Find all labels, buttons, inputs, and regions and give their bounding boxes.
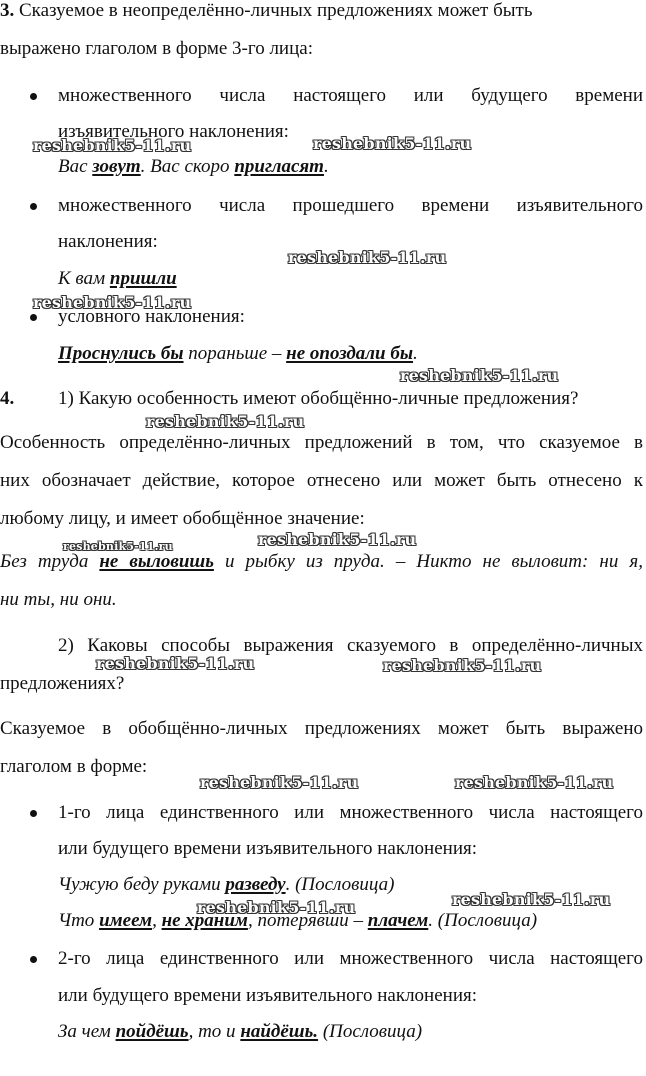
example-text: пораньше –	[183, 343, 287, 364]
example-text: (Пословица)	[318, 1021, 423, 1042]
q3-intro-text: Сказуемое в неопределённо-личных предложениях может быть	[19, 0, 533, 21]
q4-answer2-line-2: глаголом в форме:	[0, 756, 148, 777]
q4-answer2-line-1: Сказуемое в обобщённо-личных предложениях может быть выражено	[0, 718, 643, 739]
watermark: reshebnik5-11.ru	[96, 654, 255, 673]
example-text: .	[413, 343, 418, 364]
watermark: reshebnik5-11.ru	[400, 366, 559, 385]
watermark: reshebnik5-11.ru	[200, 773, 359, 792]
q3-bullet1-line-2: изъявительного наклонения:	[58, 121, 289, 142]
example-text: .	[323, 156, 329, 177]
example-text: , потерявши –	[247, 910, 368, 931]
q4-bullet2-line-1: 2-го лица единственного или множественного числа настоящего	[58, 948, 643, 969]
predicate: разведу	[225, 874, 286, 895]
q4-question-2-line-2: предложениях?	[0, 673, 125, 694]
predicate: найдёшь.	[240, 1021, 319, 1042]
q3-number: 3.	[0, 0, 15, 21]
predicate: не храним	[161, 910, 248, 931]
q4-bullet2-line-2: или будущего времени изъявительного наклонения:	[58, 985, 478, 1006]
predicate: не выловишь	[99, 551, 214, 572]
predicate: пойдёшь	[115, 1021, 189, 1042]
watermark: reshebnik5-11.ru	[146, 412, 305, 431]
bullet-icon	[30, 203, 37, 210]
q3-bullet3-example	[58, 343, 418, 365]
example-text: . (Пословица)	[285, 874, 395, 895]
example-text: Вас	[58, 156, 93, 177]
example-text: Без труда	[0, 551, 100, 572]
watermark: reshebnik5-11.ru	[288, 248, 447, 267]
example-text: Что	[58, 910, 100, 931]
q3-intro-line-1	[0, 0, 640, 22]
watermark: reshebnik5-11.ru	[383, 656, 542, 675]
q4-example1-line-1	[0, 551, 643, 573]
q4-answer1-line-3: любому лицу, и имеет обобщённое значение:	[0, 508, 365, 529]
bullet-icon	[30, 810, 37, 817]
bullet-icon	[30, 314, 37, 321]
watermark: reshebnik5-11.ru	[455, 773, 614, 792]
q4-question-1: 1) Какую особенность имеют обобщённо-личные предложения?	[58, 388, 579, 409]
watermark: reshebnik5-11.ru	[63, 540, 173, 553]
q4-question-2-line-1: 2) Каковы способы выражения сказуемого в определённо-личных	[58, 635, 643, 656]
example-text: За чем	[58, 1021, 116, 1042]
predicate: пригласят	[234, 156, 324, 177]
watermark: reshebnik5-11.ru	[33, 136, 192, 155]
predicate: плачем	[367, 910, 429, 931]
q4-example1-line-2: ни ты, ни они.	[0, 589, 117, 610]
bullet-icon	[30, 956, 37, 963]
predicate: пришли	[109, 268, 177, 289]
watermark: reshebnik5-11.ru	[452, 890, 611, 909]
bullet-icon	[30, 93, 37, 100]
example-text: и рыбку из пруда. – Никто не выловит: ни я,	[213, 551, 643, 572]
q4-answer1-line-1: Особенность определённо-личных предложений в том, что сказуемое в	[0, 432, 643, 453]
example-text: . Вас скоро	[140, 156, 235, 177]
q3-bullet2-line-2: наклонения:	[58, 231, 158, 252]
predicate: зовут	[92, 156, 141, 177]
example-text: . (Пословица)	[428, 910, 538, 931]
example-text: Чужую беду руками	[58, 874, 226, 895]
q3-bullet3-line-1: условного наклонения:	[58, 306, 245, 327]
watermark: reshebnik5-11.ru	[33, 293, 192, 312]
watermark: reshebnik5-11.ru	[313, 134, 472, 153]
predicate: имеем	[99, 910, 153, 931]
q4-bullet1-line-2: или будущего времени изъявительного наклонения:	[58, 838, 478, 859]
q3-intro-line-2: выражено глаголом в форме 3-го лица:	[0, 38, 313, 59]
q4-bullet2-example	[58, 1021, 422, 1043]
q4-answer1-line-2: них обозначает действие, которое отнесено или может быть отнесено к	[0, 470, 643, 491]
q3-bullet2-line-1: множественного числа прошедшего времени изъявительного	[58, 195, 643, 216]
example-text: ,	[152, 910, 162, 931]
q3-bullet2-example	[58, 268, 177, 290]
example-text: К вам	[58, 268, 110, 289]
q3-bullet1-example	[58, 156, 329, 178]
q4-number: 4.	[0, 388, 15, 409]
q3-bullet1-line-1: множественного числа настоящего или будущего времени	[58, 85, 643, 106]
example-text: , то и	[188, 1021, 241, 1042]
watermark: reshebnik5-11.ru	[258, 530, 417, 549]
q4-bullet1-example-1	[58, 874, 394, 896]
predicate: Проснулись бы	[58, 343, 184, 364]
q4-bullet1-line-1: 1-го лица единственного или множественного числа настоящего	[58, 802, 643, 823]
predicate: не опоздали бы	[286, 343, 414, 364]
watermark: reshebnik5-11.ru	[197, 898, 356, 917]
